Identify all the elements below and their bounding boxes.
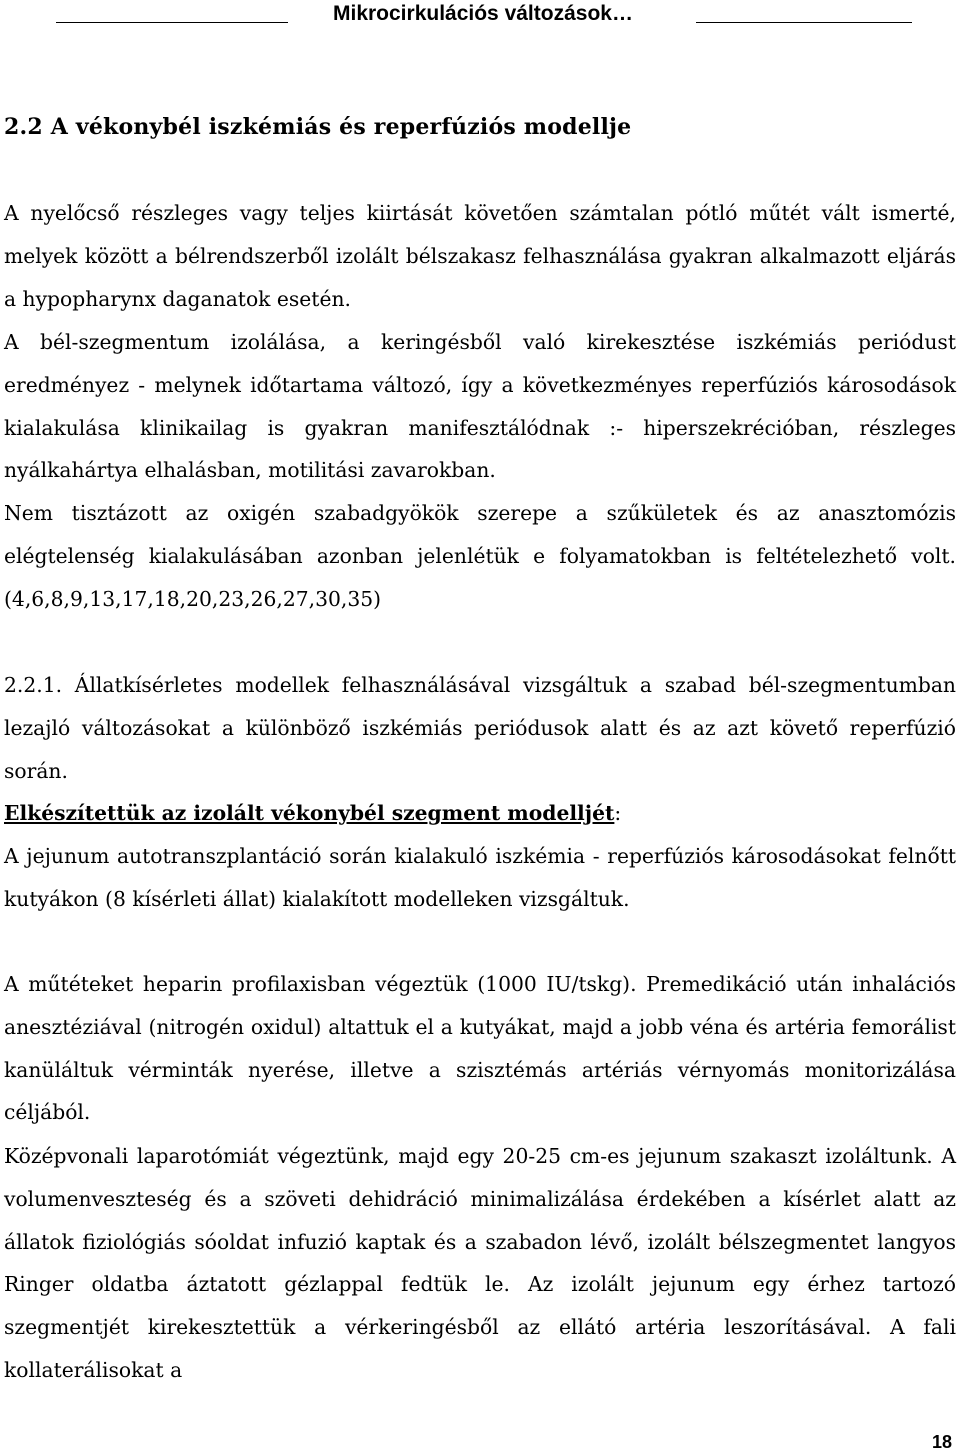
paragraph-jejunum: A jejunum autotranszplantáció során kialakuló iszkémia - reperfúziós károsodásokat felnőtt kutyákon (8 kísérleti állat) kialakított modelleken vizsgáltuk.	[4, 844, 956, 911]
header-rule-left	[56, 22, 288, 23]
paragraph-isolation: A bél-szegmentum izolálása, a keringésből való kirekesztése iszkémiás periódust eredményez - melynek időtartama változó, így a következményes reperfúziós károsodások kialakulása klinikailag is gyakran manifesztálódnak :- hiperszekrécióban, részleges nyálkahártya elhalásban, motilitási zavarokban.	[4, 330, 956, 483]
paragraph-free-radicals: Nem tisztázott az oxigén szabadgyökök szerepe a szűkületek és az anasztomózis elégtelenség kialakulásában azonban jelenlétük e folyamatokban is feltételezhető volt.(4,6,8,9,13,17,18,20,23,26,27,30,35)	[4, 501, 956, 611]
header-rule-right	[696, 22, 912, 23]
paragraph-laparotomy: Középvonali laparotómiát végeztünk, majd egy 20-25 cm-es jejunum szakaszt izoláltunk. A volumenveszteség és a szöveti dehidráció minimalizálása érdekében a kísérlet alatt az állatok fiziológiás sóoldat infuzió kaptak és a szabadon lévő, izolált bélszegmentet langyos Ringer oldatba áztatott gézlappal fedtük le. Az izolált jejunum egy érhez tartozó szegmentjét kirekesztettük a vérkeringésből az ellátó artéria leszorításával. A fali kollaterálisokat a	[4, 1144, 956, 1382]
running-header	[0, 0, 960, 40]
model-heading-colon: :	[614, 801, 622, 825]
section-heading: 2.2 A vékonybél iszkémiás és reperfúziós modellje	[4, 114, 632, 140]
header-title: Mikrocirkulációs változások…	[333, 2, 633, 25]
model-heading-text: Elkészítettük az izolált vékonybél szegment modelljét	[4, 801, 615, 825]
paragraph-model-heading	[4, 792, 956, 835]
paragraph-surgery: A műtéteket heparin profilaxisban végeztük (1000 IU/tskg). Premedikáció után inhalációs anesztéziával (nitrogén oxidul) altattuk el a kutyákat, majd a jobb véna és artéria femorálist kanüláltuk vérminták nyerése, illetve a szisztémás artériás vérnyomás monitorizálása céljából.	[4, 972, 956, 1125]
paragraph-intro: A nyelőcső részleges vagy teljes kiirtását követően számtalan pótló műtét vált ismerté, melyek között a bélrendszerből izolált bélszakasz felhasználása gyakran alkalmazott eljárás a hypopharynx daganatok esetén.	[4, 201, 956, 311]
page-number: 18	[931, 1432, 952, 1452]
paragraph-animal-models: 2.2.1. Állatkísérletes modellek felhasználásával vizsgáltuk a szabad bél-szegmentumban lezajló változásokat a különböző iszkémiás periódusok alatt és az azt követő reperfúzió során.	[4, 673, 956, 783]
